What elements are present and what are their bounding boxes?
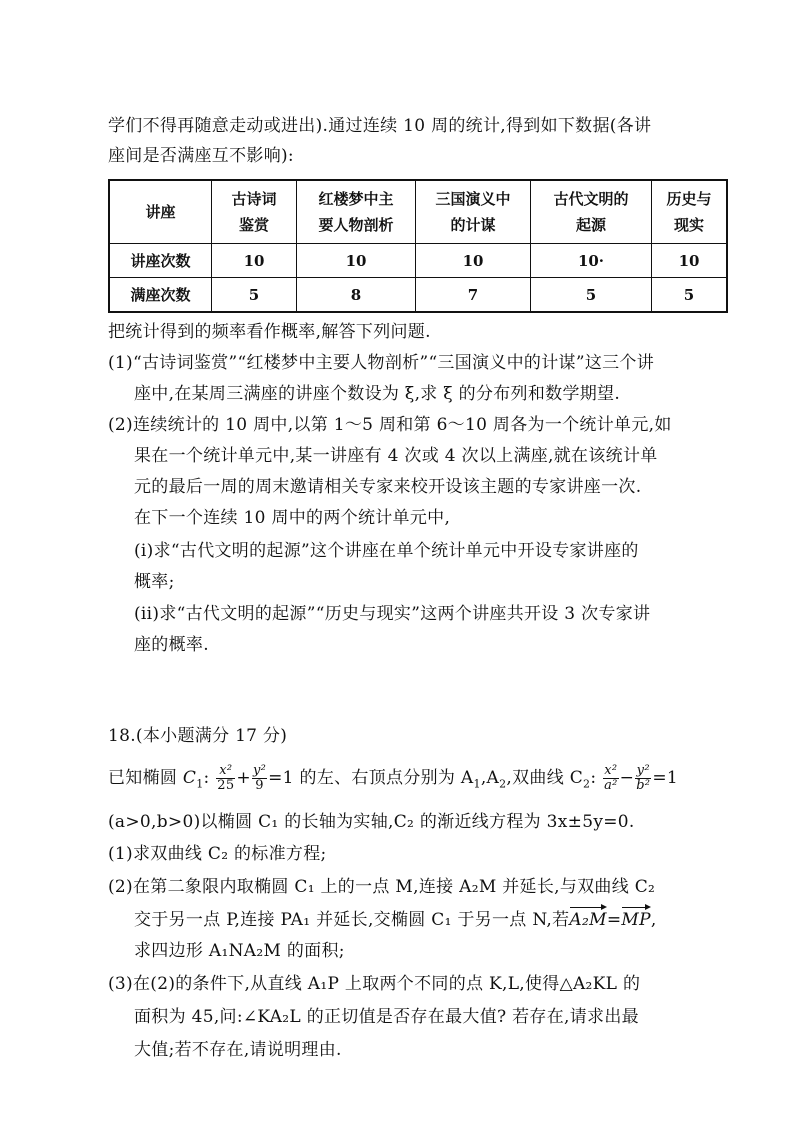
table-cell: 讲座次数 [109, 244, 212, 278]
table-cell: 7 [416, 278, 531, 313]
header-cell: 讲座 [109, 180, 212, 244]
q18-line6: 求四边形 A₁NA₂M 的面积; [134, 941, 345, 961]
table-cell: 10 [212, 244, 297, 278]
q17-instruction: 把统计得到的频率看作概率,解答下列问题. [108, 322, 431, 342]
table-row [109, 244, 727, 278]
q18-title: 18.(本小题满分 17 分) [108, 726, 288, 746]
table-cell: 5 [652, 278, 728, 313]
table-cell: 10· [531, 244, 652, 278]
header-cell: 红楼梦中主 要人物剖析 [297, 180, 416, 244]
q18-line8: 面积为 45,问:∠KA₂L 的正切值是否存在最大值? 若存在,请求出最 [134, 1007, 639, 1027]
table-cell: 5 [212, 278, 297, 313]
q17-part2-ii-line1: (ii)求“古代文明的起源”“历史与现实”这两个讲座共开设 3 次专家讲 [134, 604, 651, 624]
q17-part2-i-line2: 概率; [134, 572, 175, 592]
q18-line9: 大值;若不存在,请说明理由. [134, 1040, 342, 1060]
q17-part2-line4: 在下一个连续 10 周中的两个统计单元中, [134, 508, 451, 528]
table-cell: 10 [416, 244, 531, 278]
table-row [109, 278, 727, 313]
table-cell: 10 [652, 244, 728, 278]
q17-part2-line1: (2)连续统计的 10 周中,以第 1～5 周和第 6～10 周各为一个统计单元,如 [108, 415, 672, 435]
q17-part2-line3: 元的最后一周的周末邀请相关专家来校开设该主题的专家讲座一次. [134, 477, 642, 497]
q17-part1-line1: (1)“古诗词鉴赏”“红楼梦中主要人物剖析”“三国演义中的计谋”这三个讲 [108, 353, 655, 373]
table-header-row [109, 180, 727, 244]
fraction-y2-b2: $\frac{\text{y²}}{\text{b²}}$ [636, 763, 651, 793]
fraction-x2-25: $\frac{\text{x²}}{25}$ [217, 763, 235, 793]
q18-line7: (3)在(2)的条件下,从直线 A₁P 上取两个不同的点 K,L,使得△A₂KL 的 [108, 974, 641, 994]
q18-line5: 交于另一点 P,连接 PA₁ 并延长,交椭圆 C₁ 于另一点 N,若A₂M=MP, [134, 906, 657, 934]
q18-line4: (2)在第二象限内取椭圆 C₁ 上的一点 M,连接 A₂M 并延长,与双曲线 C₂ [108, 877, 656, 897]
lecture-stats-table [108, 179, 728, 313]
table-cell: 8 [297, 278, 416, 313]
header-cell: 三国演义中 的计谋 [416, 180, 531, 244]
table-cell: 5 [531, 278, 652, 313]
fraction-x2-a2: $\frac{\text{x²}}{\text{a²}}$ [604, 763, 618, 793]
intro-line-2: 座间是否满座互不影响): [108, 146, 294, 166]
q18-line1: 已知椭圆 $C_1$: $\frac{\text{x²}}{25}$ + $\frac{\text{y²}}{9}$ =1 的左、右顶点分别为 $A_1,A_2$,双曲线 $C_2$: $\frac{\text{x²}}{\text{a²}}$ − $\frac{\text{y²}}{\text{b²}}$ =1 [108, 763, 678, 793]
header-cell: 古代文明的 起源 [531, 180, 652, 244]
q18-line2: (a>0,b>0)以椭圆 C₁ 的长轴为实轴,C₂ 的渐近线方程为 3x±5y=0. [108, 812, 635, 832]
q17-part2-ii-line2: 座的概率. [134, 635, 209, 655]
header-cell: 历史与 现实 [652, 180, 728, 244]
header-cell: 古诗词 鉴赏 [212, 180, 297, 244]
table-cell: 10 [297, 244, 416, 278]
vector-a2m: A₂M [569, 906, 606, 934]
table-cell: 满座次数 [109, 278, 212, 313]
q18-line3: (1)求双曲线 C₂ 的标准方程; [108, 844, 327, 864]
q17-part1-line2: 座中,在某周三满座的讲座个数设为 ξ,求 ξ 的分布列和数学期望. [134, 384, 621, 404]
fraction-y2-9: $\frac{\text{y²}}{9}$ [252, 763, 267, 793]
q17-part2-line2: 果在一个统计单元中,某一讲座有 4 次或 4 次以上满座,就在该统计单 [134, 446, 658, 466]
intro-line-1: 学们不得再随意走动或进出).通过连续 10 周的统计,得到如下数据(各讲 [108, 116, 652, 136]
vector-mp: MP [621, 906, 650, 934]
q17-part2-i-line1: (i)求“古代文明的起源”这个讲座在单个统计单元中开设专家讲座的 [134, 541, 639, 561]
